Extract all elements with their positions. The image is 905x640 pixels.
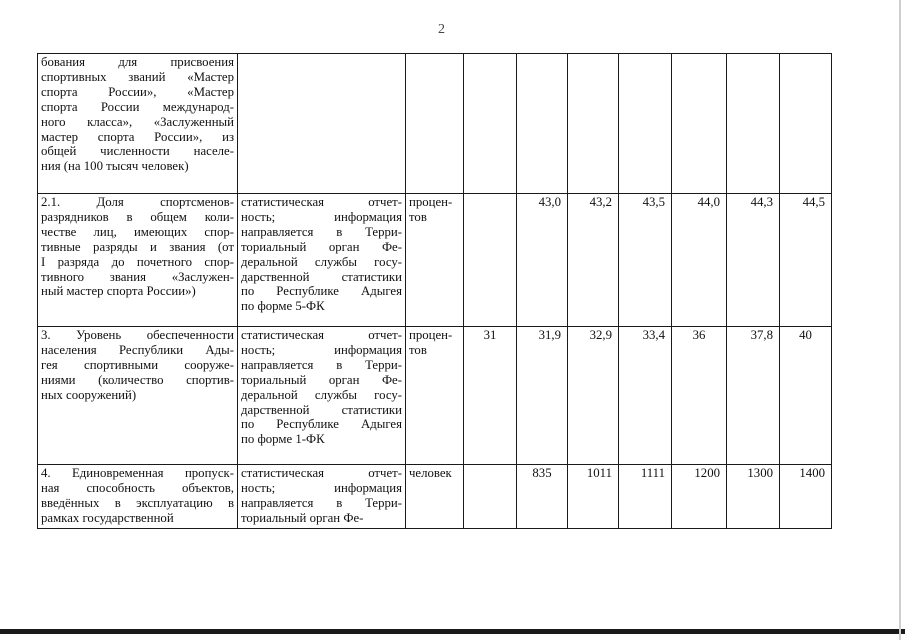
- value-cell: [568, 54, 619, 194]
- indicator-line: I разряда до почетного спор-: [41, 254, 234, 269]
- value-cell: 36: [672, 327, 727, 465]
- source-line: направляется в Терри-: [241, 357, 402, 372]
- indicator-cell: [38, 194, 238, 327]
- source-cell: [238, 54, 406, 194]
- value-cell: 1200: [672, 465, 727, 529]
- unit-line: процен-: [409, 328, 453, 342]
- value-cell: 44,3: [727, 194, 780, 327]
- value-cell: 32,9: [568, 327, 619, 465]
- source-line: ность; информация: [241, 209, 402, 224]
- indicator-line: бования для присвоения: [41, 55, 234, 69]
- value-cell: 43,5: [619, 194, 672, 327]
- value-cell: [727, 54, 780, 194]
- indicator-line: ных сооружений): [41, 387, 137, 402]
- unit-line: тов: [409, 209, 427, 224]
- source-line: ность; информация: [241, 342, 402, 357]
- indicator-cell: [38, 465, 238, 529]
- scan-right-edge: [899, 0, 901, 640]
- indicators-table: [37, 53, 832, 529]
- value-cell: 37,8: [727, 327, 780, 465]
- source-line: по Республике Адыгея: [241, 417, 402, 432]
- indicator-line: ного класса», «Заслуженный: [41, 114, 234, 129]
- source-line: по форме 5-ФК: [241, 299, 325, 314]
- indicator-line: тивные разряды и звания (от: [41, 239, 234, 254]
- value-cell: 43,0: [517, 194, 568, 327]
- indicator-line: спортивных званий «Мастер: [41, 69, 234, 84]
- value-cell: 31,9: [517, 327, 568, 465]
- value-cell: 40: [780, 327, 832, 465]
- scan-bottom-edge: [0, 629, 905, 634]
- indicator-line: ниями (количество спортив-: [41, 372, 234, 387]
- source-line: статистическая отчет-: [241, 328, 402, 342]
- value-cell: 1300: [727, 465, 780, 529]
- indicator-line: мастер спорта России», из: [41, 129, 234, 144]
- value-cell: 43,2: [568, 194, 619, 327]
- table-row: [38, 327, 832, 465]
- source-line: деральной службы госу-: [241, 254, 402, 269]
- value-cell: [464, 465, 517, 529]
- indicator-line: общей численности населе-: [41, 144, 234, 159]
- indicator-line: рамках государственной: [41, 510, 174, 525]
- source-line: ториальный орган Фе-: [241, 510, 364, 525]
- unit-cell: [406, 465, 464, 529]
- table-row: [38, 54, 832, 194]
- table-row: [38, 194, 832, 327]
- unit-line: человек: [409, 466, 452, 480]
- indicator-line: 3. Уровень обеспеченности: [41, 328, 234, 342]
- value-cell: 1011: [568, 465, 619, 529]
- unit-line: тов: [409, 342, 427, 357]
- indicator-line: 4. Единовременная пропуск-: [41, 466, 234, 480]
- indicator-line: разрядников в общем коли-: [41, 209, 234, 224]
- source-line: деральной службы госу-: [241, 387, 402, 402]
- source-line: ториальный орган Фе-: [241, 239, 402, 254]
- source-line: дарственной статистики: [241, 402, 402, 417]
- table-body: [38, 54, 832, 529]
- source-cell: [238, 327, 406, 465]
- indicator-line: спорта России международ-: [41, 99, 234, 114]
- value-cell: 33,4: [619, 327, 672, 465]
- page-number: 2: [438, 22, 445, 37]
- value-cell: [517, 54, 568, 194]
- indicator-cell: [38, 327, 238, 465]
- source-cell: [238, 465, 406, 529]
- indicator-line: честве лиц, имеющих спор-: [41, 224, 234, 239]
- indicator-line: тивного звания «Заслужен-: [41, 269, 234, 284]
- source-line: ность; информация: [241, 480, 402, 495]
- source-line: дарственной статистики: [241, 269, 402, 284]
- indicator-cell: [38, 54, 238, 194]
- value-cell: 1111: [619, 465, 672, 529]
- source-line: ториальный орган Фе-: [241, 372, 402, 387]
- value-cell: [672, 54, 727, 194]
- indicator-line: 2.1. Доля спортсменов-: [41, 195, 234, 209]
- source-line: направляется в Терри-: [241, 495, 402, 510]
- source-line: статистическая отчет-: [241, 466, 402, 480]
- indicator-line: ный мастер спорта России»): [41, 284, 196, 299]
- unit-line: процен-: [409, 195, 453, 209]
- value-cell: [780, 54, 832, 194]
- source-line: по форме 1-ФК: [241, 432, 325, 447]
- source-line: по Республике Адыгея: [241, 284, 402, 299]
- value-cell: 1400: [780, 465, 832, 529]
- source-line: статистическая отчет-: [241, 195, 402, 209]
- indicator-line: населения Республики Ады-: [41, 342, 234, 357]
- value-cell: 44,0: [672, 194, 727, 327]
- value-cell: [464, 194, 517, 327]
- source-cell: [238, 194, 406, 327]
- indicator-line: гея спортивными сооруже-: [41, 357, 234, 372]
- value-cell: 44,5: [780, 194, 832, 327]
- value-cell: [464, 54, 517, 194]
- value-cell: 31: [464, 327, 517, 465]
- value-cell: [619, 54, 672, 194]
- table-row: [38, 465, 832, 529]
- indicator-line: спорта России», «Мастер: [41, 84, 234, 99]
- source-line: направляется в Терри-: [241, 224, 402, 239]
- indicator-line: ная способность объектов,: [41, 480, 234, 495]
- value-cell: 835: [517, 465, 568, 529]
- indicator-line: введённых в эксплуатацию в: [41, 495, 234, 510]
- unit-cell: [406, 194, 464, 327]
- unit-cell: [406, 54, 464, 194]
- indicator-line: ния (на 100 тысяч человек): [41, 159, 189, 174]
- unit-cell: [406, 327, 464, 465]
